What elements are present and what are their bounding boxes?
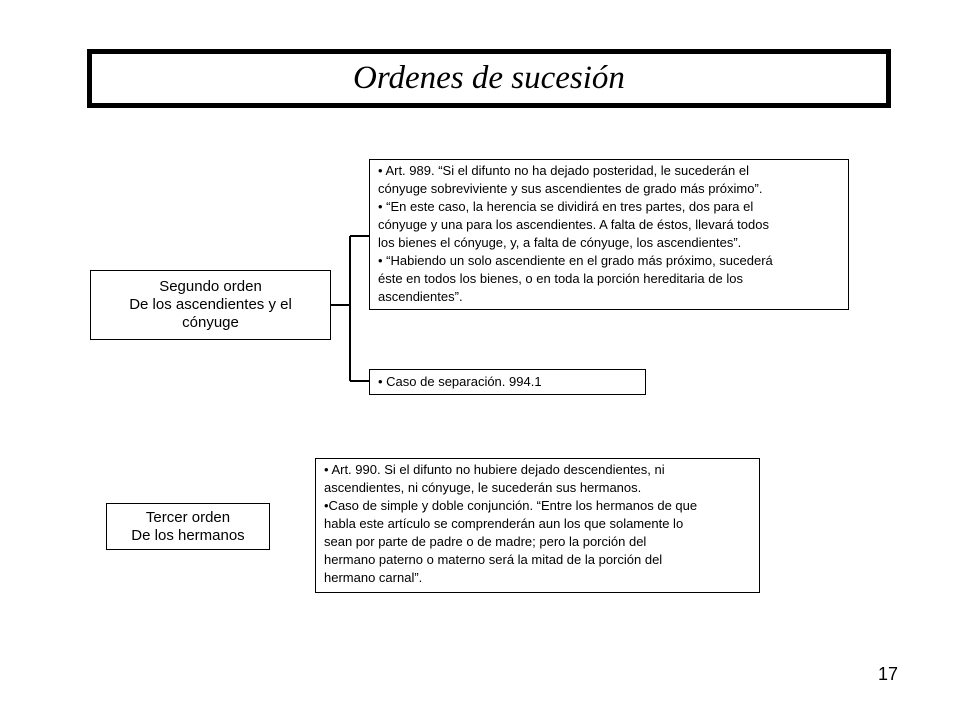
article-line: • “En este caso, la herencia se dividirá en tres partes, dos para el	[378, 199, 754, 214]
article-line: hermano carnal”.	[324, 570, 423, 585]
article-line: ascendientes, ni cónyuge, le sucederán sus hermanos.	[324, 480, 642, 495]
page-title: Ordenes de sucesión	[353, 60, 625, 96]
article-line: éste en todos los bienes, o en toda la porción hereditaria de los	[378, 271, 743, 286]
second-order-articles-box	[369, 159, 849, 310]
article-line: ascendientes”.	[378, 289, 463, 304]
article-line: • “Habiendo un solo ascendiente en el grado más próximo, sucederá	[378, 253, 773, 268]
separation-case-text: • Caso de separación. 994.1	[378, 374, 542, 389]
article-line: • Art. 990. Si el difunto no hubiere dejado descendientes, ni	[324, 462, 665, 477]
article-line: cónyuge sobreviviente y sus ascendientes de grado más próximo”.	[378, 181, 763, 196]
article-line: hermano paterno o materno será la mitad de la porción del	[324, 552, 663, 567]
third-order-box	[106, 503, 270, 550]
page-number: 17	[878, 664, 899, 684]
article-line: sean por parte de padre o de madre; pero la porción del	[324, 534, 647, 549]
third-order-title: Tercer orden	[145, 508, 231, 526]
third-order-articles-box	[315, 458, 760, 593]
article-line: •Caso de simple y doble conjunción. “Entre los hermanos de que	[324, 498, 698, 513]
article-line: los bienes el cónyuge, y, a falta de cónyuge, los ascendientes”.	[378, 235, 742, 250]
second-order-subtitle-line1: De los ascendientes y el	[129, 296, 292, 313]
article-line: • Art. 989. “Si el difunto no ha dejado posteridad, le sucederán el	[378, 163, 749, 178]
third-order-subtitle: De los hermanos	[131, 526, 245, 544]
article-line: habla este artículo se comprenderán aun los que solamente lo	[324, 516, 684, 531]
article-line: cónyuge y una para los ascendientes. A falta de éstos, llevará todos	[378, 217, 769, 232]
second-order-title: Segundo orden	[159, 278, 262, 295]
second-order-box	[90, 270, 331, 340]
second-order-subtitle-line2: cónyuge	[182, 314, 239, 331]
separation-case-box	[369, 369, 646, 395]
